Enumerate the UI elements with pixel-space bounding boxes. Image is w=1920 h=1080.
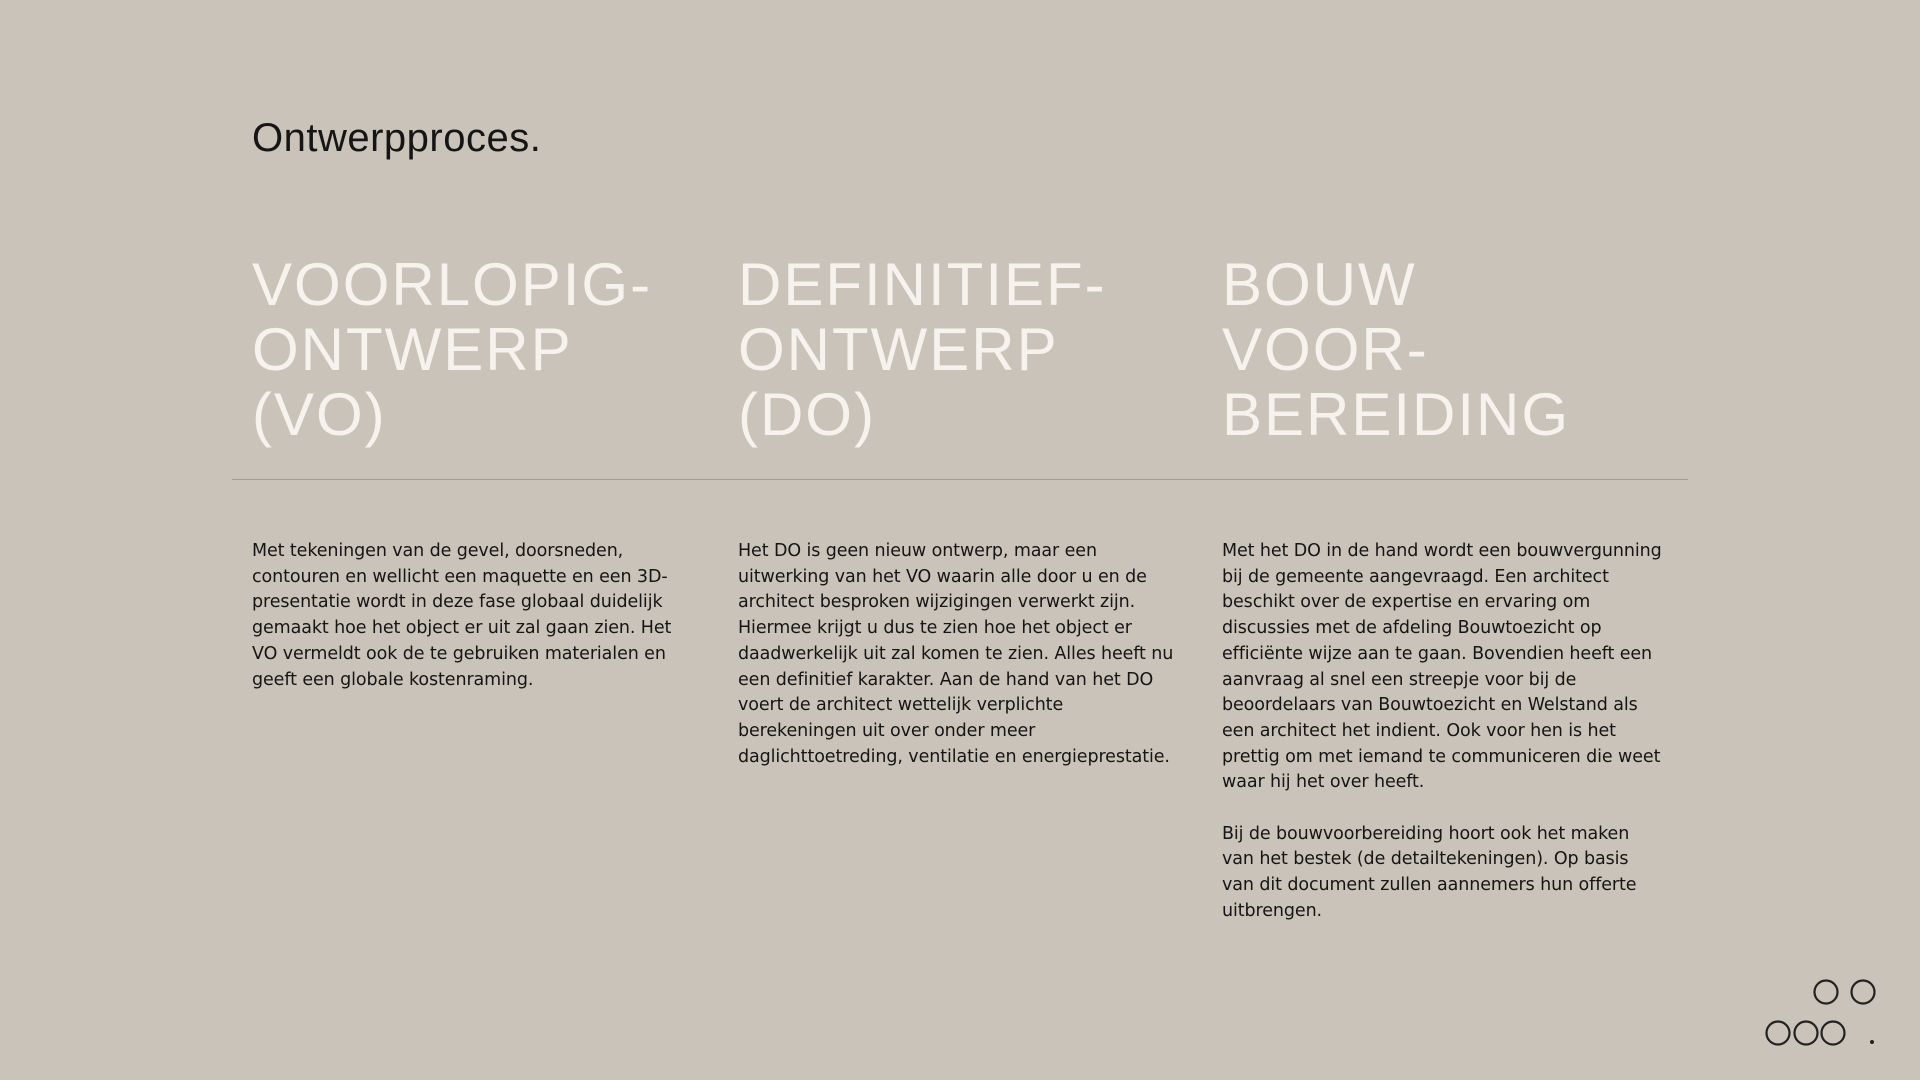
phase-heading-line: ONTWERP: [252, 316, 573, 383]
phase-heading-do: [738, 252, 1107, 447]
phase-heading-line: BOUW: [1222, 251, 1417, 318]
phase-paragraph: Met tekeningen van de gevel, doorsneden, contouren en wellicht een maquette en een 3D-presentatie wordt in deze fase globaal duidelijk gemaakt hoe het object er uit zal gaan zien. Het VO vermeldt ook de te gebruiken materialen en geeft een globale kostenraming.: [252, 541, 672, 690]
phase-heading-line: (VO): [252, 381, 387, 448]
phase-heading-line: ONTWERP: [738, 316, 1059, 383]
phase-heading-line: (DO): [738, 381, 876, 448]
circles-logo-icon: [1760, 978, 1884, 1048]
phase-heading-line: BEREIDING: [1222, 381, 1571, 448]
phase-description-do: [738, 539, 1178, 770]
phase-description-vo: [252, 539, 692, 693]
phase-paragraph: Bij de bouwvoorbereiding hoort ook het maken van het bestek (de detailtekeningen). Op basis van dit document zullen aannemers hun offerte uitbrengen.: [1222, 823, 1637, 921]
phase-paragraph: Het DO is geen nieuw ontwerp, maar een uitwerking van het VO waarin alle door u en de architect besproken wijzigingen verwerkt zijn. Hiermee krijgt u dus te zien hoe het object er daadwerkelijk uit zal komen te zien. Alles heeft nu een definitief karakter. Aan de hand van het DO voert de architect wettelijk verplichte berekeningen uit over onder meer daglichttoetreding, ventilatie en energieprestatie.: [738, 541, 1174, 767]
phase-paragraph: Met het DO in de hand wordt een bouwvergunning bij de gemeente aangevraagd. Een architect beschikt over de expertise en ervaring om discussies met de afdeling Bouwtoezicht op efficiënte wijze aan te gaan. Bovendien heeft een aanvraag al snel een streepje voor bij de beoordelaars van Bouwtoezicht en Welstand als een architect het indient. Ook voor hen is het prettig om met iemand te communiceren die weet waar hij het over heeft.: [1222, 541, 1662, 793]
phase-heading-line: DEFINITIEF-: [738, 251, 1107, 318]
phase-description-bouwvoorbereiding: [1222, 539, 1662, 925]
phase-heading-vo: [252, 252, 652, 447]
phase-heading-line: VOOR-: [1222, 316, 1429, 383]
phase-heading-line: VOORLOPIG-: [252, 251, 653, 318]
page-title: Ontwerpproces.: [252, 116, 542, 160]
phase-heading-bouwvoorbereiding: [1222, 252, 1570, 447]
section-divider: [232, 479, 1688, 480]
